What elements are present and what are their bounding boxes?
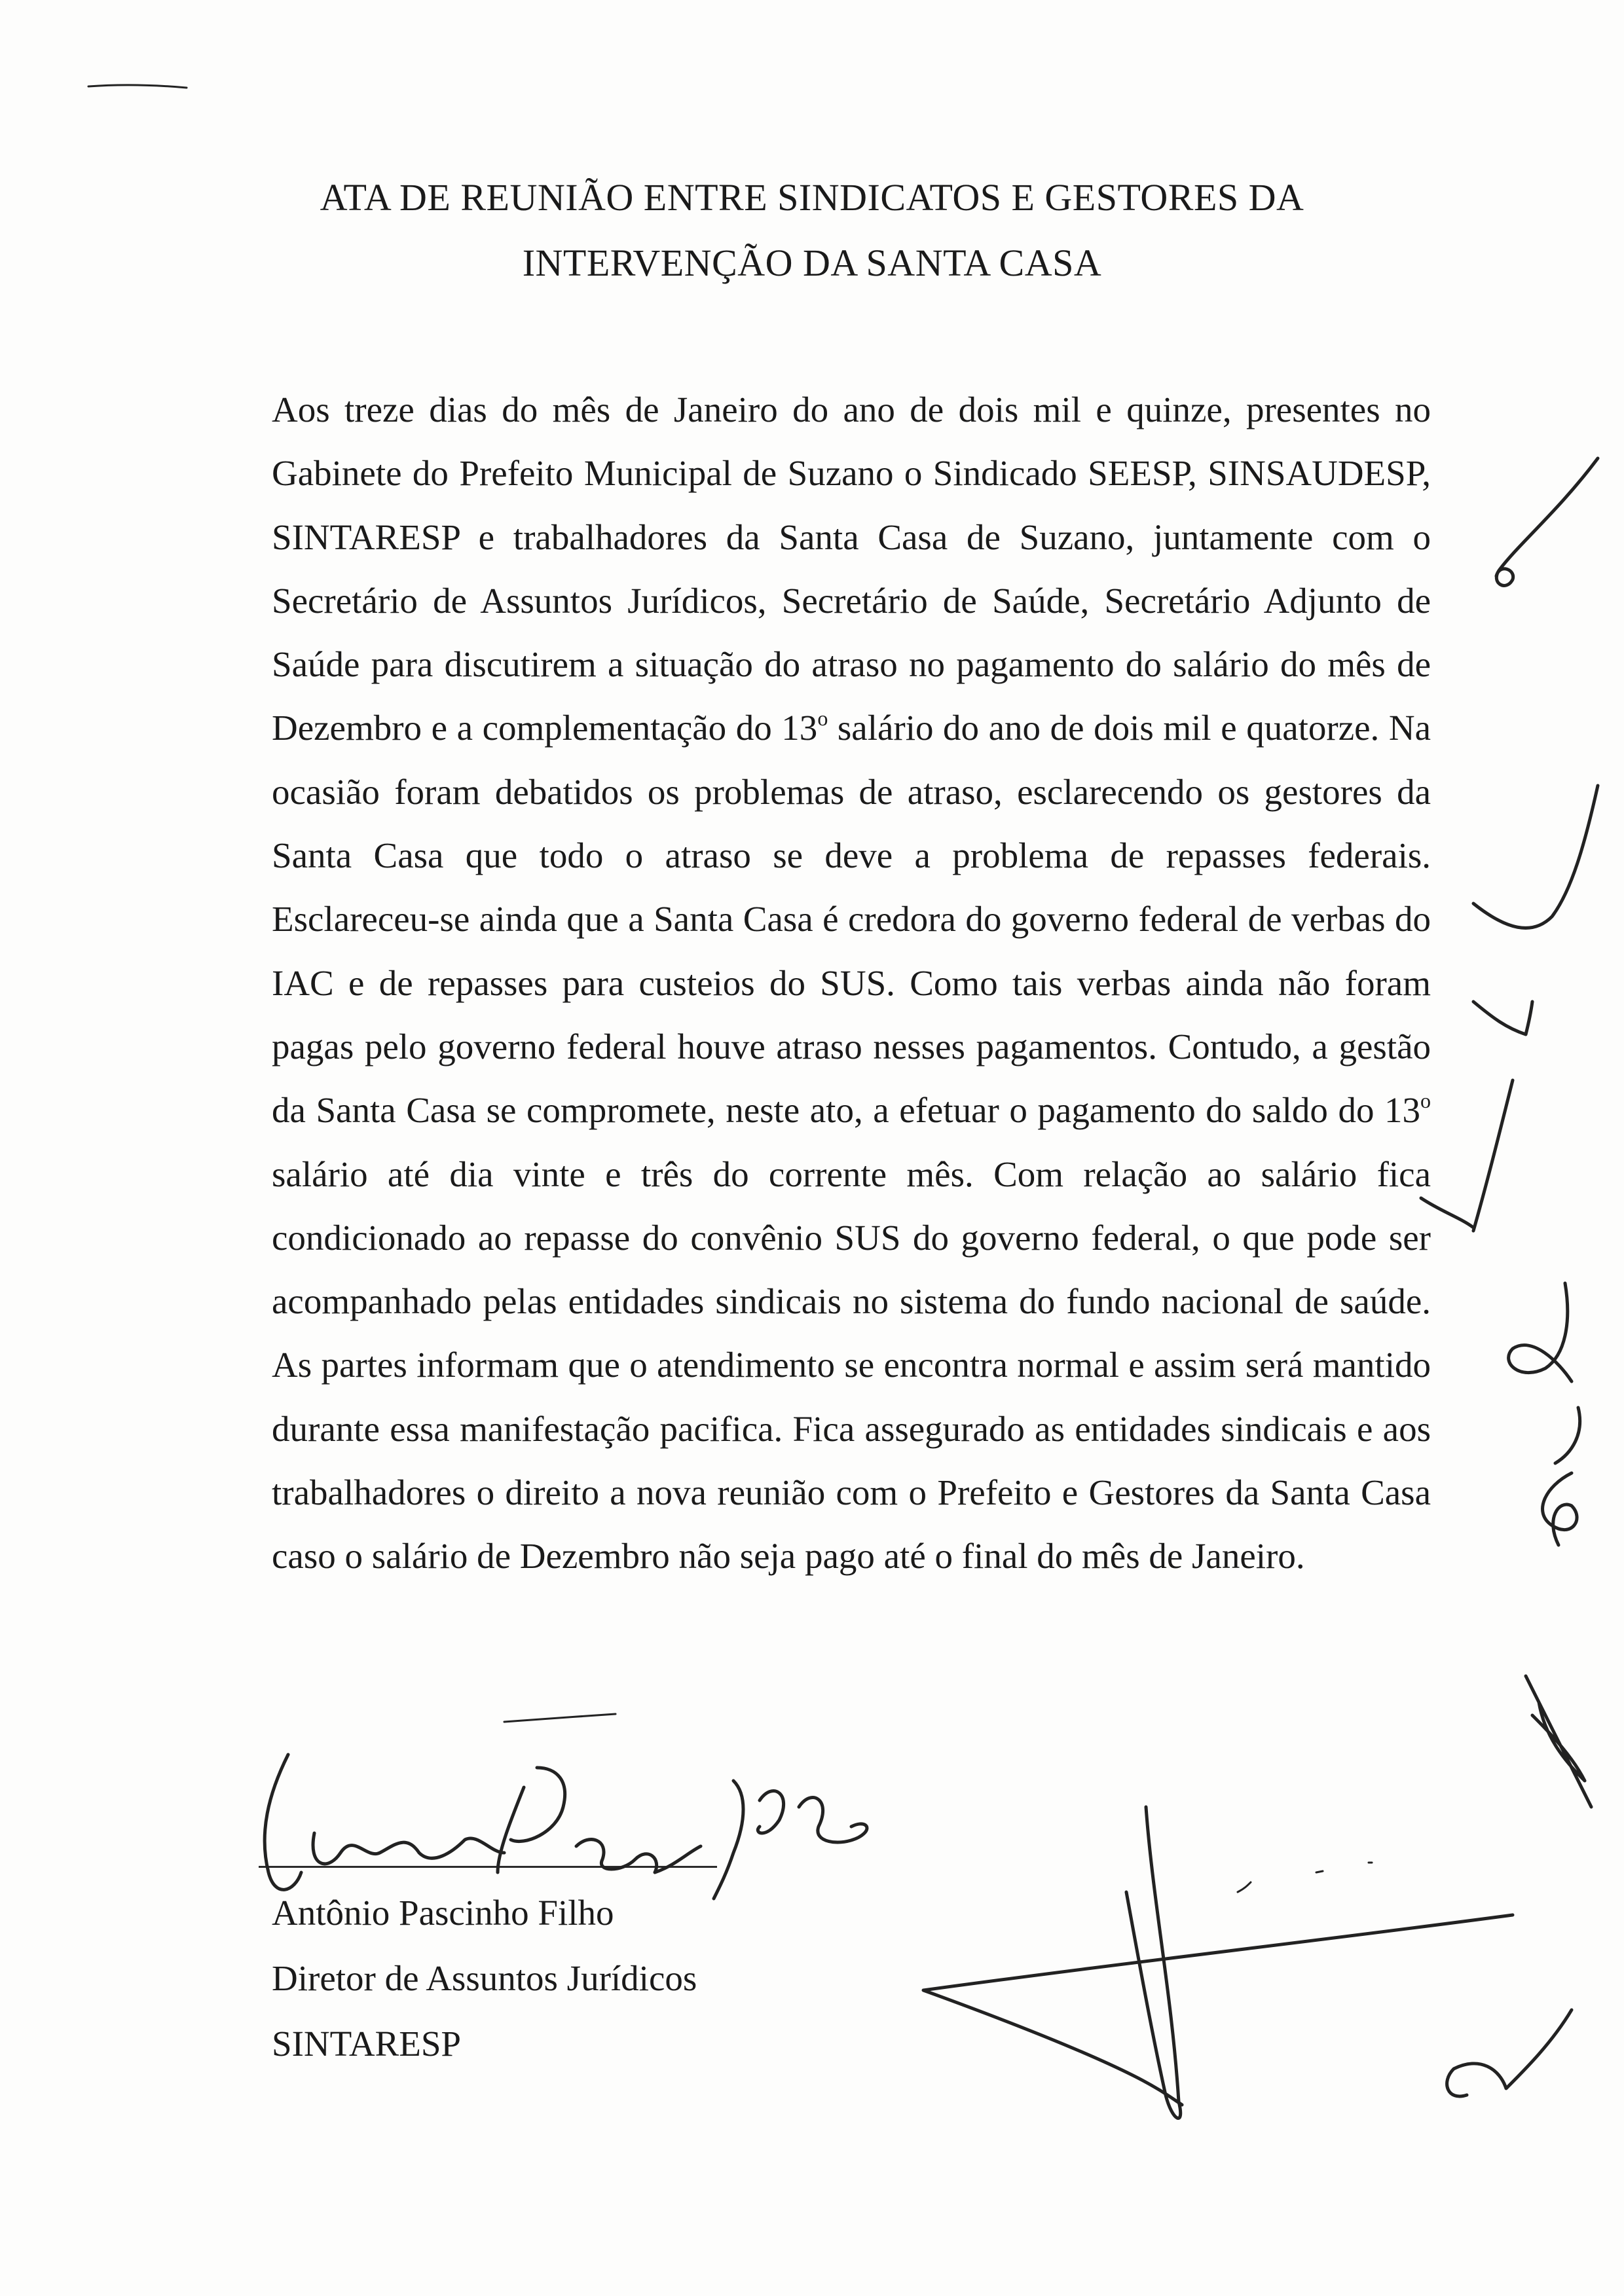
- signature-right-dash-1: [1238, 1882, 1251, 1892]
- document-title-line-2: INTERVENÇÃO DA SANTA CASA: [522, 242, 1102, 284]
- signature-right-dash-2: [1316, 1871, 1323, 1872]
- signature-antonio-pascinho: [265, 1755, 867, 1899]
- ordinal-superscript-2: o: [1420, 1089, 1431, 1113]
- signatory-role: Diretor de Assuntos Jurídicos: [272, 1958, 697, 1998]
- strike-through: [504, 1714, 616, 1722]
- top-left-pen-stroke: [88, 85, 187, 88]
- body-text-part-3: salário até dia vinte e três do corrente mês. Com relação ao salário fica condicionado ao repasse do convênio SUS do governo federal, o que pode ser acompanhado pelas entidades sindicais no sistema do fundo nacional de saúde. As partes informam que o atendimento se encontra normal e assim será mantido durante essa manifestação pacifica. Fica assegurado as entidades sindicais e aos trabalhadores o direito a nova reunião com o Prefeito e Gestores da Santa Casa caso o salário de Dezembro não seja pago até o final do mês de Janeiro.: [272, 1154, 1431, 1576]
- margin-initial-2: [1473, 786, 1598, 928]
- margin-initial-3: [1473, 1002, 1532, 1034]
- document-body: [272, 378, 1431, 1588]
- body-text-part-1: Aos treze dias do mês de Janeiro do ano de dois mil e quinze, presentes no Gabinete do Prefeito Municipal de Suzano o Sindicado SEESP, SINSAUDESP, SINTARESP e trabalhadores da Santa Casa de Suzano, juntamente com o Secretário de Assuntos Jurídicos, Secretário de Saúde, Secretário Adjunto de Saúde para discutirem a situação do atraso no pagamento do salário do mês de Dezembro e a complementação do 13: [272, 390, 1431, 748]
- document-title-line-1: ATA DE REUNIÃO ENTRE SINDICATOS E GESTORES DA: [320, 176, 1304, 219]
- ordinal-superscript-1: o: [817, 706, 828, 731]
- signature-right: [1126, 1807, 1181, 2118]
- margin-initial-4: [1473, 1080, 1513, 1231]
- margin-initial-1: [1496, 458, 1598, 585]
- signatory-organization: SINTARESP: [272, 2024, 461, 2064]
- signature-right-stroke: [923, 1915, 1513, 2105]
- margin-initial-8: [1543, 1473, 1577, 1545]
- margin-initial-7: [1555, 1408, 1580, 1463]
- margin-initial-9: [1526, 1676, 1591, 1807]
- margin-initial-10: [1447, 2010, 1572, 2096]
- margin-initial-6: [1509, 1283, 1572, 1381]
- signature-line: [259, 1866, 717, 1868]
- signatory-name: Antônio Pascinho Filho: [272, 1893, 614, 1933]
- body-text-part-2: salário do ano de dois mil e quatorze. Na ocasião foram debatidos os problemas de atraso, esclarecendo os gestores da Santa Casa que todo o atraso se deve a problema de repasses federais. Esclareceu-se ainda que a Santa Casa é credora do governo federal de verbas do IAC e de repasses para custeios do SUS. Como tais verbas ainda não foram pagas pelo governo federal houve atraso nesses pagamentos. Contudo, a gestão da Santa Casa se compromete, neste ato, a efetuar o pagamento do saldo do 13: [272, 708, 1431, 1131]
